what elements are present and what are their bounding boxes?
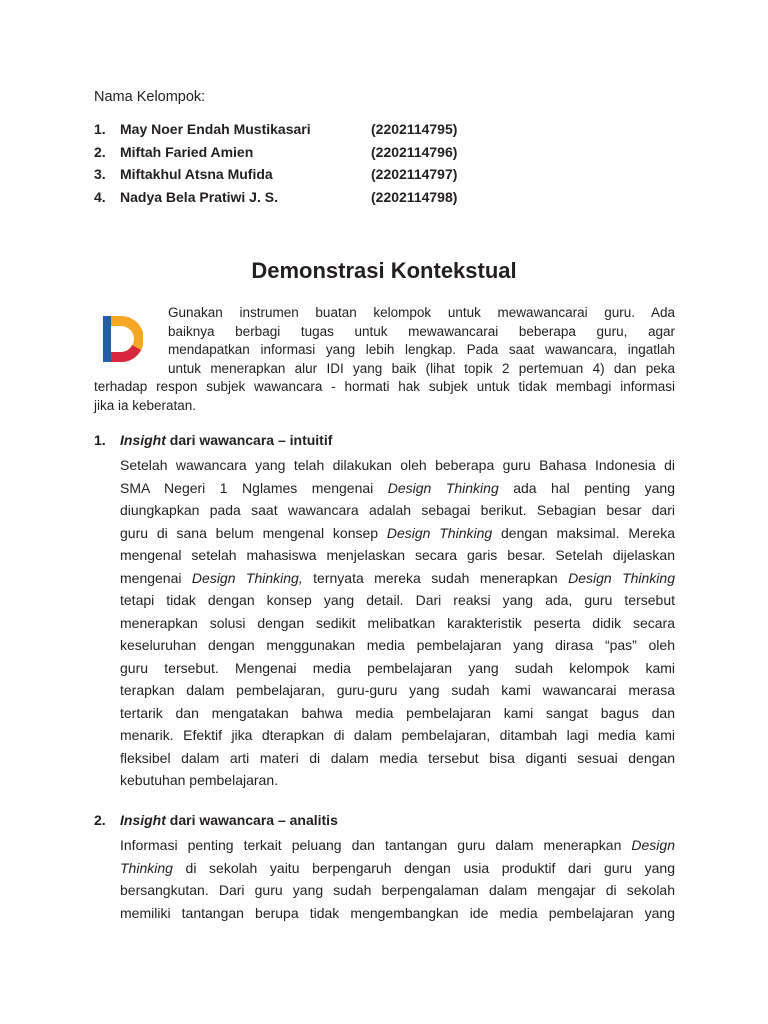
body-line: diungkapkan pada saat wawancara adalah sebagai berikut. Sebagian besar dari <box>120 502 675 518</box>
section-body-analitis <box>120 834 675 924</box>
section-body-intuitif <box>120 454 675 792</box>
section-heading-text: dari wawancara – analitis <box>165 812 338 828</box>
intro-line: baiknya berbagi tugas untuk mewawancarai beberapa guru, agar <box>168 323 675 339</box>
member-name: Miftakhul Atsna Mufida <box>120 166 273 182</box>
section-number: 1. <box>94 432 106 448</box>
section-number: 2. <box>94 812 106 828</box>
member-id: (2202114796) <box>371 143 458 160</box>
intro-line: mendapatkan informasi yang lebih lengkap. Pada saat wawancara, ingatlah <box>168 342 675 357</box>
intro-line: Gunakan instrumen buatan kelompok untuk mewawancarai guru. Ada <box>168 305 675 320</box>
member-item <box>94 144 514 167</box>
member-id: (2202114798) <box>371 188 458 205</box>
body-line: keseluruhan dengan menggunakan media pembelajaran yang dirasa “pas” oleh <box>120 637 675 653</box>
body-line: mengenal setelah mahasiswa menjelaskan secara garis besar. Setelah dijelaskan <box>120 547 675 563</box>
body-line: Informasi penting terkait peluang dan tantangan guru dalam menerapkan Design <box>120 837 675 853</box>
member-item <box>94 189 514 212</box>
intro-line: terhadap respon subjek wawancara - hormati hak subjek untuk tidak membagi informasi <box>94 379 675 394</box>
member-number: 2. <box>94 143 106 160</box>
group-title: Nama Kelompok: <box>94 89 206 105</box>
member-name: Miftah Faried Amien <box>120 143 254 160</box>
section-heading-italic: Insight <box>120 812 166 828</box>
body-line: kebutuhan pembelajaran. <box>120 772 279 788</box>
body-line: guru di sana belum mengenal konsep Design Thinking dengan maksimal. Mereka <box>120 524 675 541</box>
body-line: Thinking di sekolah yaitu berpengaruh dengan usia produktif dari guru yang <box>120 859 675 876</box>
member-list <box>94 121 514 211</box>
body-line: guru tersebut. Mengenai media pembelajaran yang sudah kelompok kami <box>120 659 675 676</box>
member-id: (2202114795) <box>371 121 458 137</box>
body-line: menerapkan solusi dengan sedikit melibatkan karakteristik peserta didik secara <box>120 614 675 631</box>
document-title: Demonstrasi Kontekstual <box>251 258 517 283</box>
body-line: SMA Negeri 1 Nglames mengenai Design Thinking ada hal penting yang <box>120 479 675 496</box>
body-line: menarik. Efektif jika dterapkan di dalam pembelajaran, ditambah lagi media kami <box>120 727 675 743</box>
member-item <box>94 121 514 144</box>
body-line: fleksibel dalam arti materi di dalam media tersebut bisa diganti sesuai dengan <box>120 749 675 766</box>
intro-line: jika ia keberatan. <box>94 397 197 413</box>
section-heading-text: dari wawancara – intuitif <box>165 432 333 448</box>
member-name: Nadya Bela Pratiwi J. S. <box>120 188 278 205</box>
section-heading-intuitif <box>94 432 332 448</box>
body-line: Setelah wawancara yang telah dilakukan oleh beberapa guru Bahasa Indonesia di <box>120 457 675 473</box>
member-item <box>94 166 514 189</box>
intro-line: untuk menerapkan alur IDI yang baik (lihat topik 2 pertemuan 4) dan peka <box>168 360 675 376</box>
section-heading-analitis <box>94 812 338 828</box>
section-heading-italic: Insight <box>120 432 166 448</box>
body-line: tetapi tidak dengan konsep yang detail. Dari reaksi yang ada, guru tersebut <box>120 592 675 608</box>
body-line: terapkan dalam pembelajaran, guru-guru yang sudah kami wawancarai merasa <box>120 682 675 698</box>
member-name: May Noer Endah Mustikasari <box>120 121 311 137</box>
member-number: 4. <box>94 188 106 205</box>
member-number: 1. <box>94 121 106 137</box>
body-line: mengenai Design Thinking, ternyata mereka sudah menerapkan Design Thinking <box>120 569 675 586</box>
intro-paragraph <box>94 304 675 415</box>
body-line: tertarik dan mengatakan bahwa media pembelajaran kami sangat bagus dan <box>120 704 675 721</box>
body-line: memiliki tantangan berupa tidak mengembangkan ide media pembelajaran yang <box>120 904 675 921</box>
member-number: 3. <box>94 166 106 182</box>
member-id: (2202114797) <box>371 166 458 182</box>
body-line: bersangkutan. Dari guru yang sudah berpengalaman dalam mengajar di sekolah <box>120 882 675 898</box>
